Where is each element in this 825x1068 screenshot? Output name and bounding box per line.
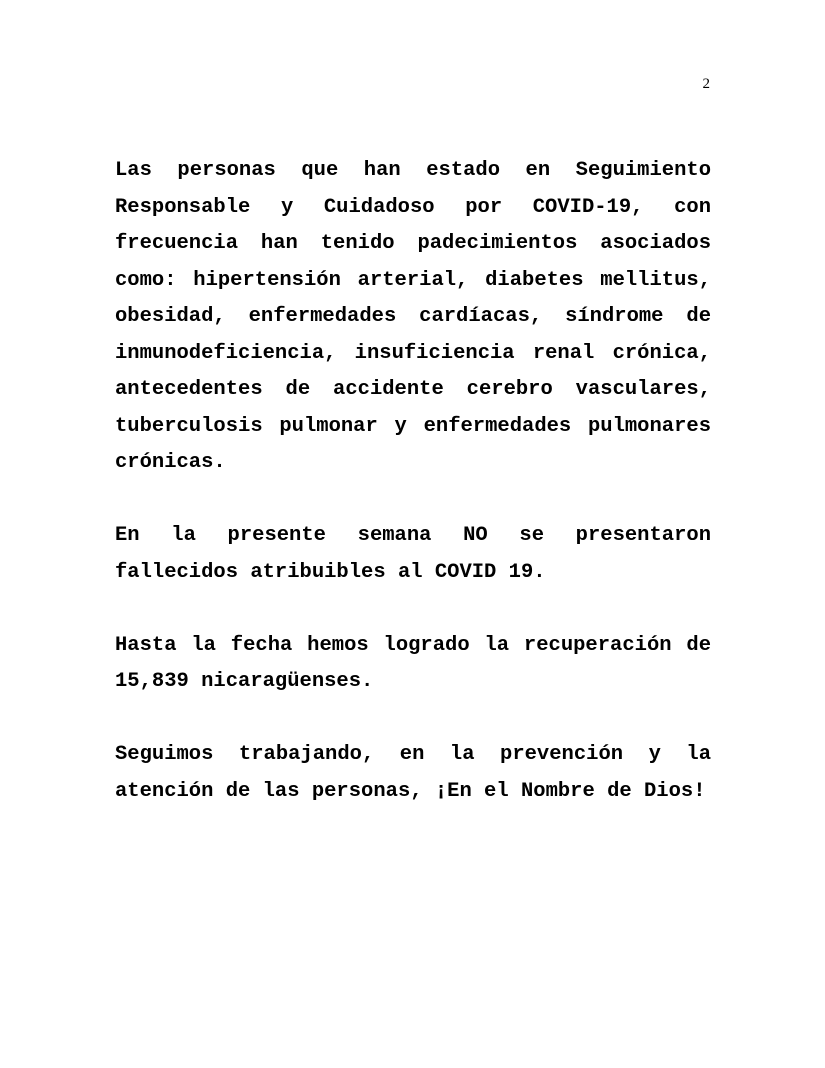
paragraph-deaths: En la presente semana NO se presentaron fallecidos atribuibles al COVID 19. bbox=[115, 524, 711, 584]
document-body bbox=[115, 153, 711, 847]
paragraph-closing: Seguimos trabajando, en la prevención y la atención de las personas, ¡En el Nombre de Dios! bbox=[115, 743, 711, 803]
paragraph-comorbidities: Las personas que han estado en Seguimiento Responsable y Cuidadoso por COVID-19, con frecuencia han tenido padecimientos asociados como: hipertensión arterial, diabetes mellitus, obesidad, enfermedades cardíacas, síndrome de inmunodeficiencia, insuficiencia renal crónica, antecedentes de accidente cerebro vasculares, tuberculosis pulmonar y enfermedades pulmonares crónicas. bbox=[115, 159, 711, 474]
page-number: 2 bbox=[702, 76, 710, 92]
paragraph-recoveries: Hasta la fecha hemos logrado la recuperación de 15,839 nicaragüenses. bbox=[115, 633, 711, 693]
